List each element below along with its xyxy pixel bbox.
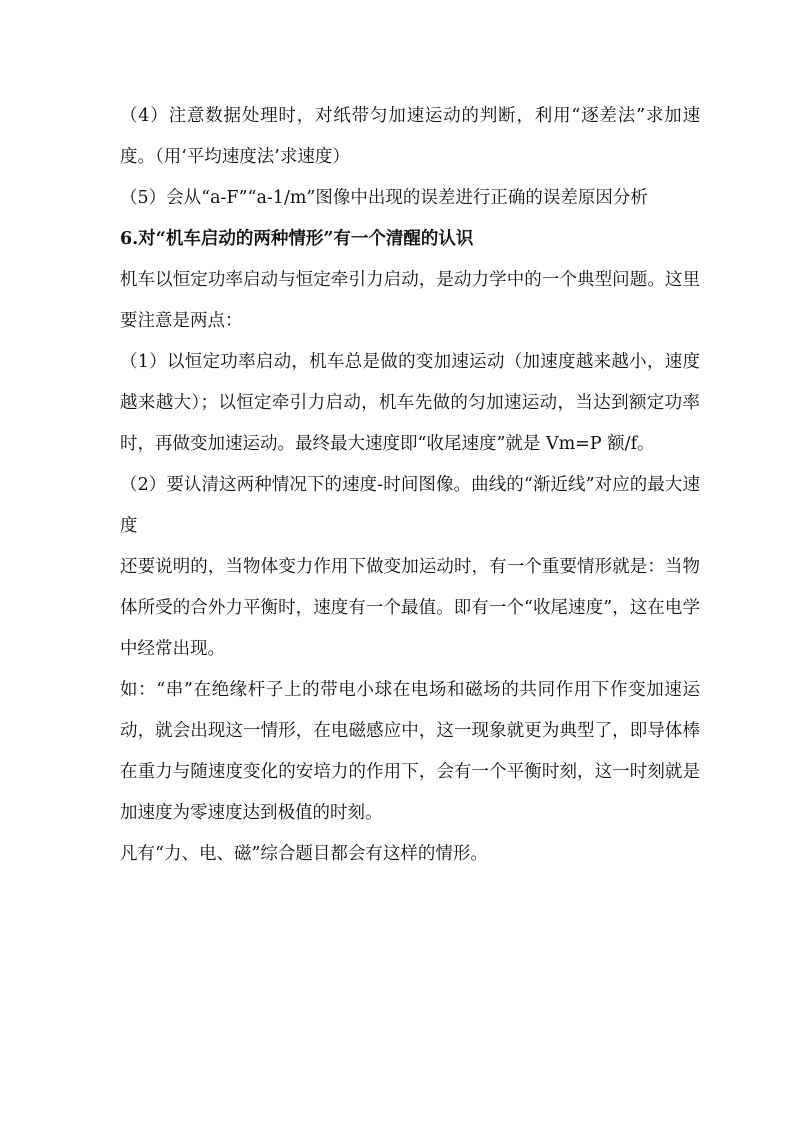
section-heading-locomotive: 6.对“机车启动的两种情形”有一个清醒的认识 — [120, 229, 474, 249]
paragraph-terminal-velocity: 还要说明的，当物体变力作用下做变加运动时，有一个重要情形就是：当物体所受的合外力平衡时，速度有一个最值。即有一个“收尾速度”，这在电学中经常出现。 — [120, 557, 700, 659]
paragraph-data-processing: （4）注意数据处理时，对纸带匀加速运动的判断，利用“逐差法”求加速度。（用‘平均速度法’求速度） — [120, 106, 700, 167]
paragraph-example: 如：“串”在绝缘杆子上的带电小球在电场和磁场的共同作用下作变加速运动，就会出现这一情形，在电磁感应中，这一现象就更为典型了，即导体棒在重力与随速度变化的安培力的作用下，会有一个平衡时刻，这一时刻就是加速度为零速度达到极值的时刻。 — [120, 680, 700, 823]
paragraph-conclusion: 凡有“力、电、磁”综合题目都会有这样的情形。 — [120, 844, 488, 864]
paragraph-error-analysis: （5）会从“a-F”“a-1/m”图像中出现的误差进行正确的误差原因分析 — [120, 188, 648, 208]
document-body — [120, 96, 700, 875]
paragraph-point-2: （2）要认清这两种情况下的速度-时间图像。曲线的“渐近线”对应的最大速度 — [120, 475, 700, 536]
paragraph-point-1: （1）以恒定功率启动，机车总是做的变加速运动（加速度越来越小，速度越来越大）；以恒定牵引力启动，机车先做的匀加速运动，当达到额定功率时，再做变加速运动。最终最大速度即“收尾速度”就是 Vm=P 额/f。 — [120, 352, 700, 454]
paragraph-intro: 机车以恒定功率启动与恒定牵引力启动，是动力学中的一个典型问题。这里要注意是两点： — [120, 270, 700, 331]
